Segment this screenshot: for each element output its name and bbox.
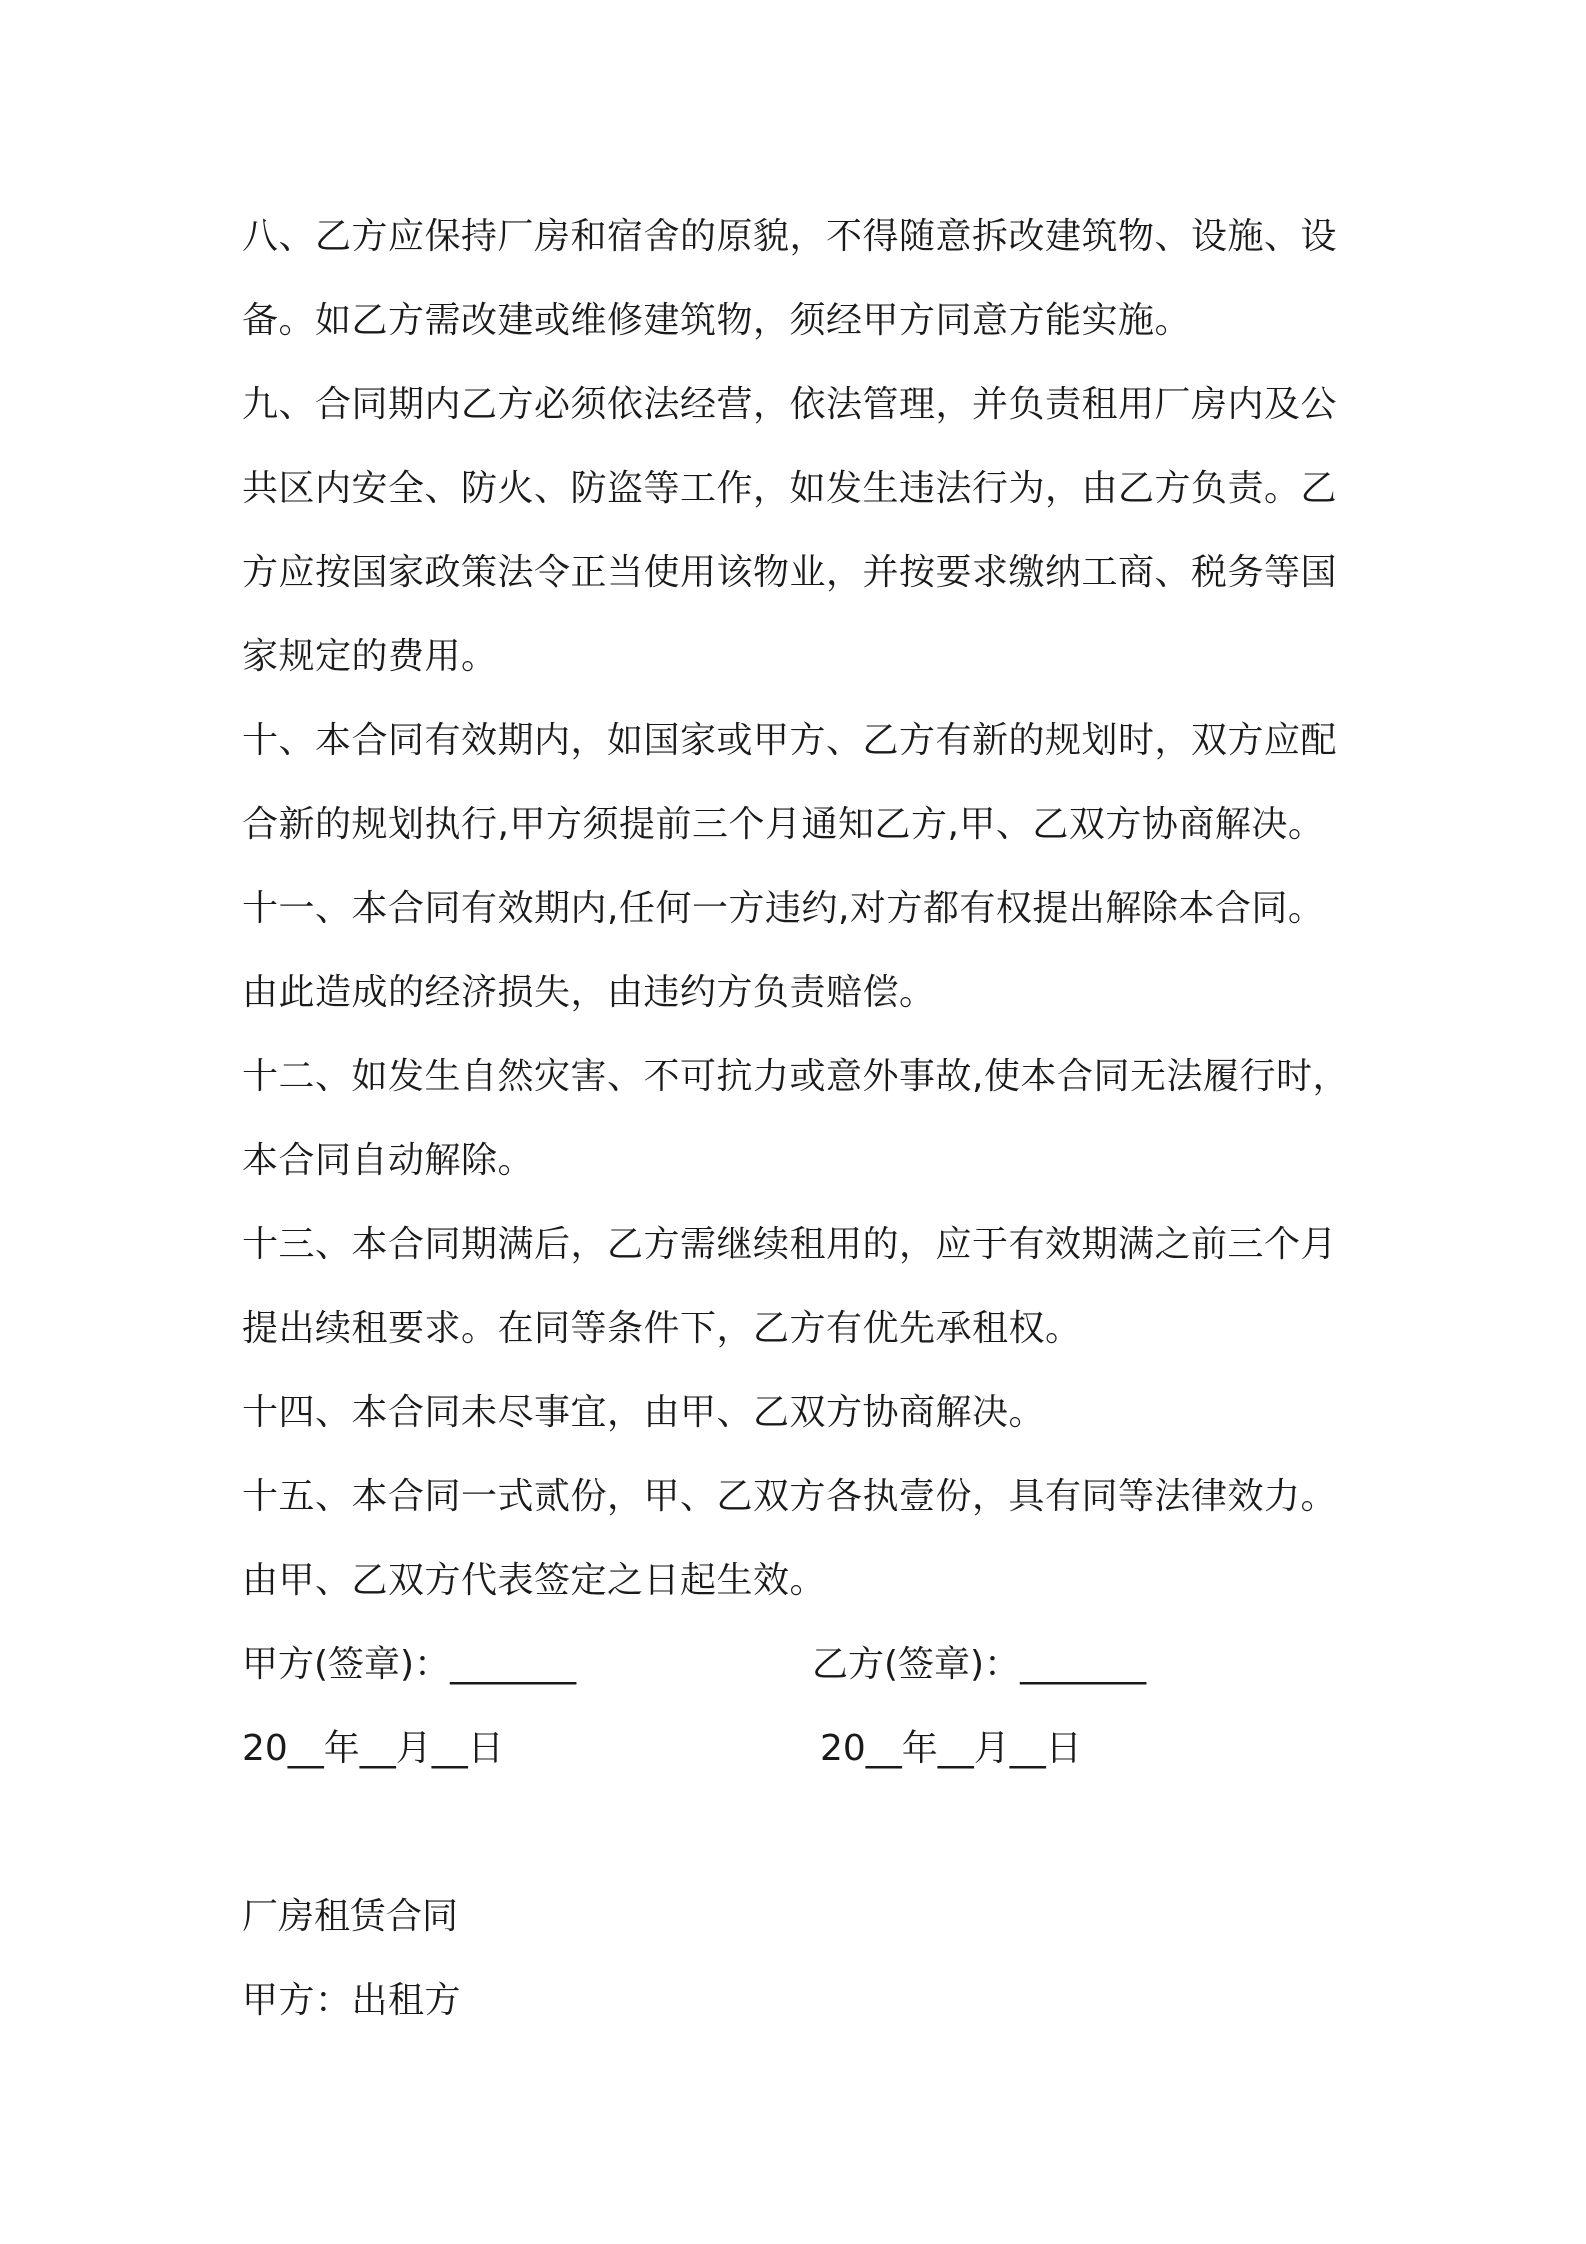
document-body <box>242 195 1362 2043</box>
clause-13-line-2: 提出续租要求。在同等条件下，乙方有优先承租权。 <box>242 1308 1082 1349</box>
party-b-signature: 乙方(签章)：_______ <box>812 1644 1147 1685</box>
party-a-date: 20__年__月__日 <box>242 1728 504 1769</box>
clause-9-line-3: 方应按国家政策法令正当使用该物业，并按要求缴纳工商、税务等国 <box>242 552 1338 593</box>
clause-12-line-1: 十二、如发生自然灾害、不可抗力或意外事故,使本合同无法履行时， <box>242 1056 1349 1097</box>
clause-8-line-2: 备。如乙方需改建或维修建筑物，须经甲方同意方能实施。 <box>242 300 1192 341</box>
clause-8-line-1: 八、乙方应保持厂房和宿舍的原貌，不得随意拆改建筑物、设施、设 <box>242 216 1338 257</box>
clause-9-line-4: 家规定的费用。 <box>242 636 498 677</box>
date-row <box>242 1707 1362 1791</box>
clause-15-line-1: 十五、本合同一式贰份，甲、乙双方各执壹份，具有同等法律效力。 <box>242 1476 1338 1517</box>
clause-11-line-2: 由此造成的经济损失，由违约方负责赔偿。 <box>242 972 936 1013</box>
clause-15-line-2: 由甲、乙双方代表签定之日起生效。 <box>242 1560 827 1601</box>
clause-10-line-2: 合新的规划执行,甲方须提前三个月通知乙方,甲、乙双方协商解决。 <box>242 804 1325 845</box>
signature-row <box>242 1623 1362 1707</box>
next-document-title: 厂房租赁合同 <box>242 1896 459 1937</box>
party-b-date: 20__年__月__日 <box>820 1728 1082 1769</box>
clause-10-line-1: 十、本合同有效期内，如国家或甲方、乙方有新的规划时，双方应配 <box>242 720 1338 761</box>
party-a-label: 甲方：出租方 <box>242 1980 462 2021</box>
clause-14-line-1: 十四、本合同未尽事宜，由甲、乙双方协商解决。 <box>242 1392 1046 1433</box>
section-gap <box>242 1791 1362 1875</box>
clause-9-line-1: 九、合同期内乙方必须依法经营，依法管理，并负责租用厂房内及公 <box>242 384 1338 425</box>
party-a-signature: 甲方(签章)：_______ <box>242 1644 577 1685</box>
clause-9-line-2: 共区内安全、防火、防盗等工作，如发生违法行为，由乙方负责。乙 <box>242 468 1338 509</box>
clause-11-line-1: 十一、本合同有效期内,任何一方违约,对方都有权提出解除本合同。 <box>242 888 1325 929</box>
clause-12-line-2: 本合同自动解除。 <box>242 1140 535 1181</box>
clause-13-line-1: 十三、本合同期满后，乙方需继续租用的，应于有效期满之前三个月 <box>242 1224 1338 1265</box>
